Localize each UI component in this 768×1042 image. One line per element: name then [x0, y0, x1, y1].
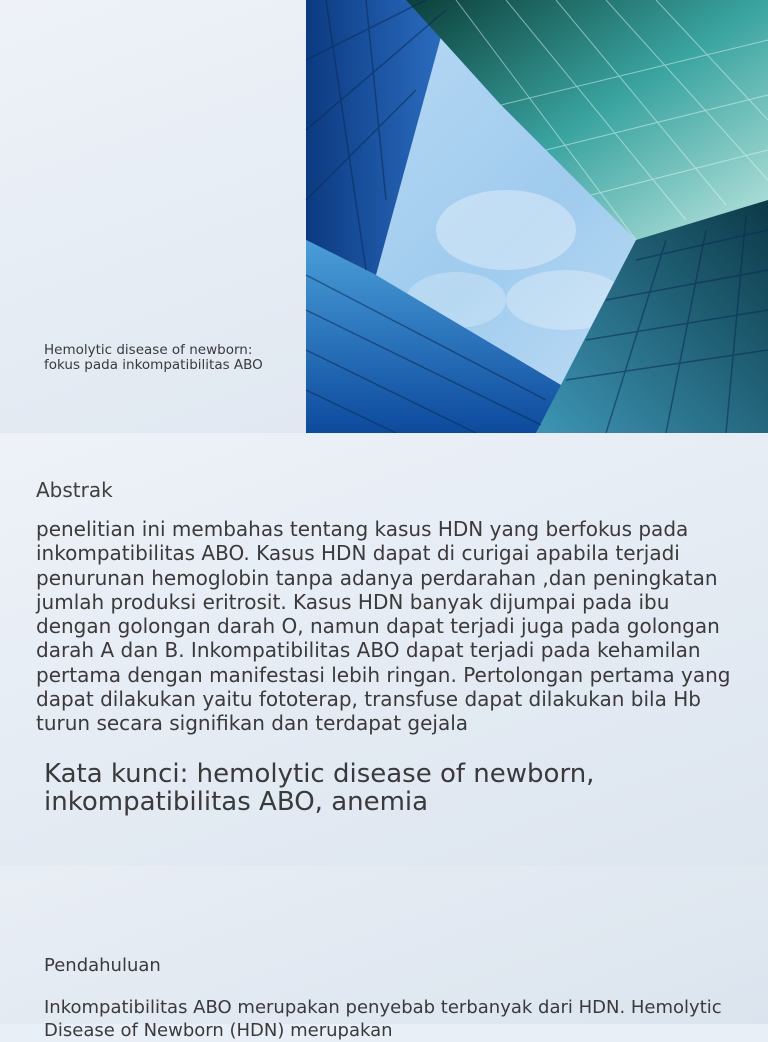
abstract-heading: Abstrak [36, 478, 113, 502]
keywords: Kata kunci: hemolytic disease of newborn, inkompatibilitas ABO, anemia [44, 759, 595, 817]
introduction-heading: Pendahuluan [44, 955, 161, 976]
document-title [44, 343, 294, 373]
slide-title [0, 0, 768, 433]
glass-building-photo [306, 0, 768, 433]
title-line-2: fokus pada inkompatibilitas ABO [44, 357, 263, 373]
abstract-body: penelitian ini membahas tentang kasus HDN yang berfokus pada inkompatibilitas ABO. Kasus HDN dapat di curigai apabila terjadi penurunan hemoglobin tanpa adanya perdarahan ,dan peningkatan jumlah produksi eritrosit. Kasus HDN banyak dijumpai pada ibu dengan golongan darah O, namun dapat terjadi juga pada golongan darah A dan B. Inkompatibilitas ABO dapat terjadi pada kehamilan pertama dengan manifestasi lebih ringan. Pertolongan pertama yang dapat dilakukan yaitu fototerap, transfuse dapat dilakukan bila Hb turun secara signifikan dan terdapat gejala [36, 517, 731, 736]
slide-abstract [0, 433, 768, 866]
slide-introduction [0, 866, 768, 1041]
introduction-body: Inkompatibilitas ABO merupakan penyebab terbanyak dari HDN. Hemolytic Disease of Newborn (HDN) merupakan [44, 997, 722, 1041]
title-line-1: Hemolytic disease of newborn: [44, 342, 253, 358]
